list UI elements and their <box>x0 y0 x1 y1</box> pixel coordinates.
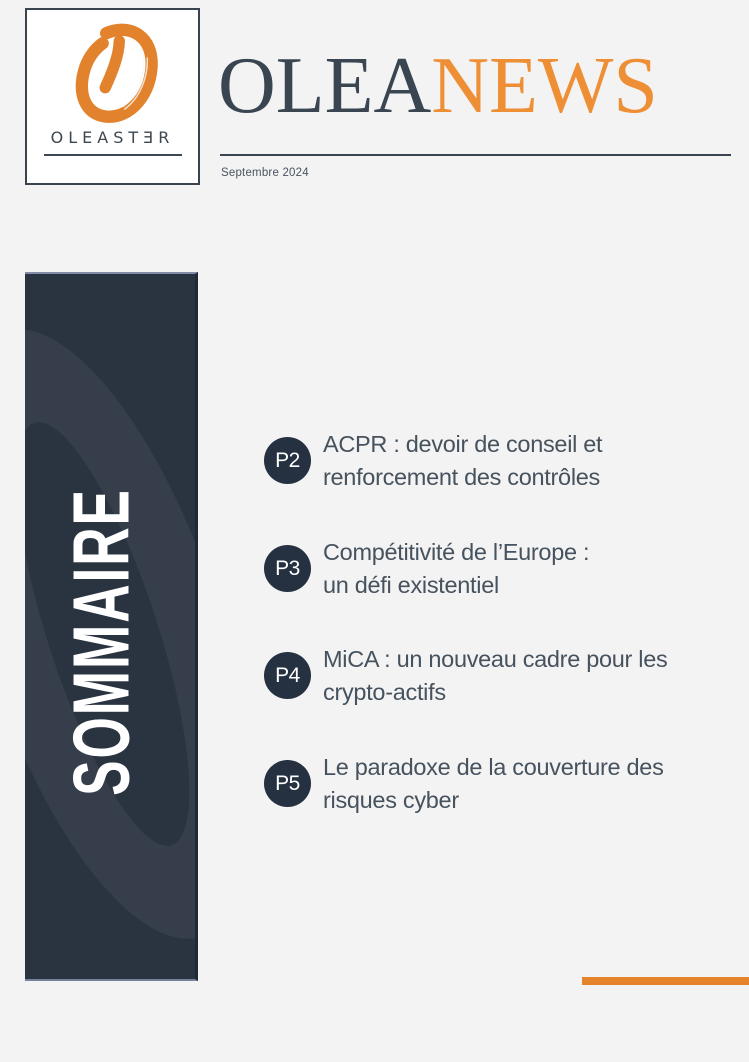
toc-item-title <box>323 428 602 493</box>
brush-o-icon <box>65 20 161 126</box>
newsletter-title <box>218 42 658 130</box>
header-divider <box>220 154 731 156</box>
page-badge-p3: P3 <box>264 545 311 592</box>
toc-title-line2: risques cyber <box>323 786 459 813</box>
logo-underline <box>44 154 182 156</box>
toc-title-line1: Compétitivité de l’Europe : <box>323 539 590 565</box>
toc-title-line1: MiCA : un nouveau cadre pour les <box>323 646 668 672</box>
page-badge-p5: P5 <box>264 760 311 807</box>
page-badge-p4: P4 <box>264 652 311 699</box>
title-part-news: NEWS <box>431 42 658 130</box>
toc-item-title <box>323 751 664 816</box>
sommaire-label: SOMMAIRE <box>55 488 145 796</box>
toc-item-p5[interactable] <box>264 751 664 816</box>
oleaster-logo-box <box>25 8 200 185</box>
toc-title-line2: crypto-actifs <box>323 678 446 705</box>
toc-item-p2[interactable] <box>264 428 602 493</box>
toc-title-line2: un défi existentiel <box>323 571 499 598</box>
footer-accent-bar <box>582 977 749 985</box>
toc-item-p4[interactable] <box>264 643 667 708</box>
toc-title-line1: Le paradoxe de la couverture des <box>323 754 664 780</box>
toc-item-title <box>323 536 589 601</box>
toc-item-title <box>323 643 667 708</box>
title-part-olea: OLEA <box>218 42 432 130</box>
toc-title-line1: ACPR : devoir de conseil et <box>323 431 603 457</box>
toc-item-p3[interactable] <box>264 536 589 601</box>
issue-date: Septembre 2024 <box>221 167 309 179</box>
logo-brand-text: OLEASTƎR <box>50 128 175 147</box>
sommaire-sidebar <box>25 272 198 981</box>
toc-title-line2: renforcement des contrôles <box>323 463 600 490</box>
page-badge-p2: P2 <box>264 437 311 484</box>
